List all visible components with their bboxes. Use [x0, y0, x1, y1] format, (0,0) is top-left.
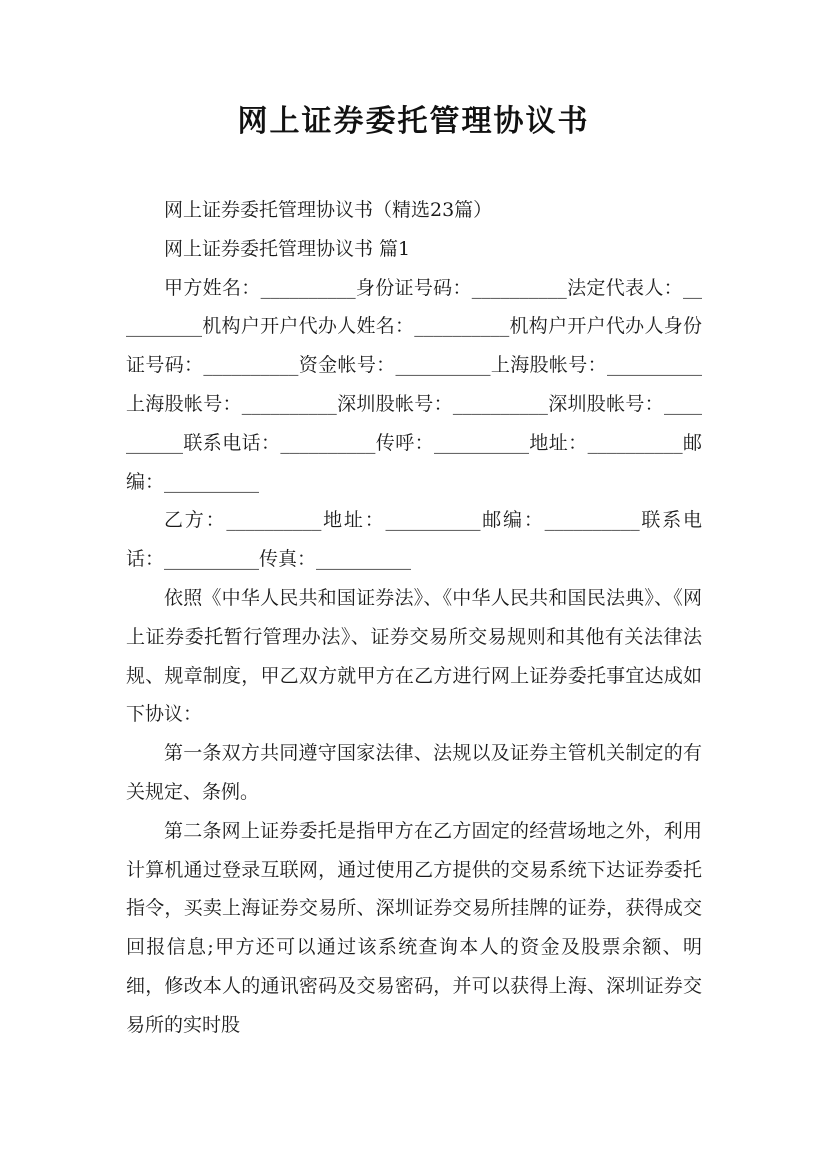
paragraph-article-1: 第一条双方共同遵守国家法律、法规以及证券主管机关制定的有关规定、条例。 — [126, 742, 702, 803]
paragraph-party-b: 乙方：__________地址：__________邮编：__________联系电话：__________传真：__________ — [126, 509, 702, 571]
document-body — [126, 191, 702, 1045]
paragraph-party-a: 甲方姓名：__________身份证号码：__________法定代表人：__________机构户开户代办人姓名：__________机构户开户代办人身份证号码：__________资金帐号：__________上海股帐号：__________上海股帐号：__________深圳股帐号：__________深圳股帐号：__________联系电话：__________传呼：__________地址：__________邮编：__________ — [126, 276, 702, 493]
paragraph-article-2: 第二条网上证券委托是指甲方在乙方固定的经营场地之外，利用计算机通过登录互联网，通过使用乙方提供的交易系统下达证券委托指令，买卖上海证券交易所、深圳证券交易所挂牌的证券，获得成交回报信息;甲方还可以通过该系统查询本人的资金及股票余额、明细，修改本人的通讯密码及交易密码，并可以获得上海、深圳证券交易所的实时股 — [126, 819, 702, 1036]
paragraph-subtitle: 网上证券委托管理协议书（精选23篇） — [164, 199, 493, 221]
paragraph-preamble: 依照《中华人民共和国证券法》、《中华人民共和国民法典》、《网上证券委托暂行管理办法》、证券交易所交易规则和其他有关法律法规、规章制度，甲乙双方就甲方在乙方进行网上证券委托事宜达成如下协议： — [126, 586, 702, 726]
document-title: 网上证券委托管理协议书 — [237, 104, 590, 139]
paragraph-section-heading: 网上证券委托管理协议书 篇1 — [164, 237, 411, 260]
